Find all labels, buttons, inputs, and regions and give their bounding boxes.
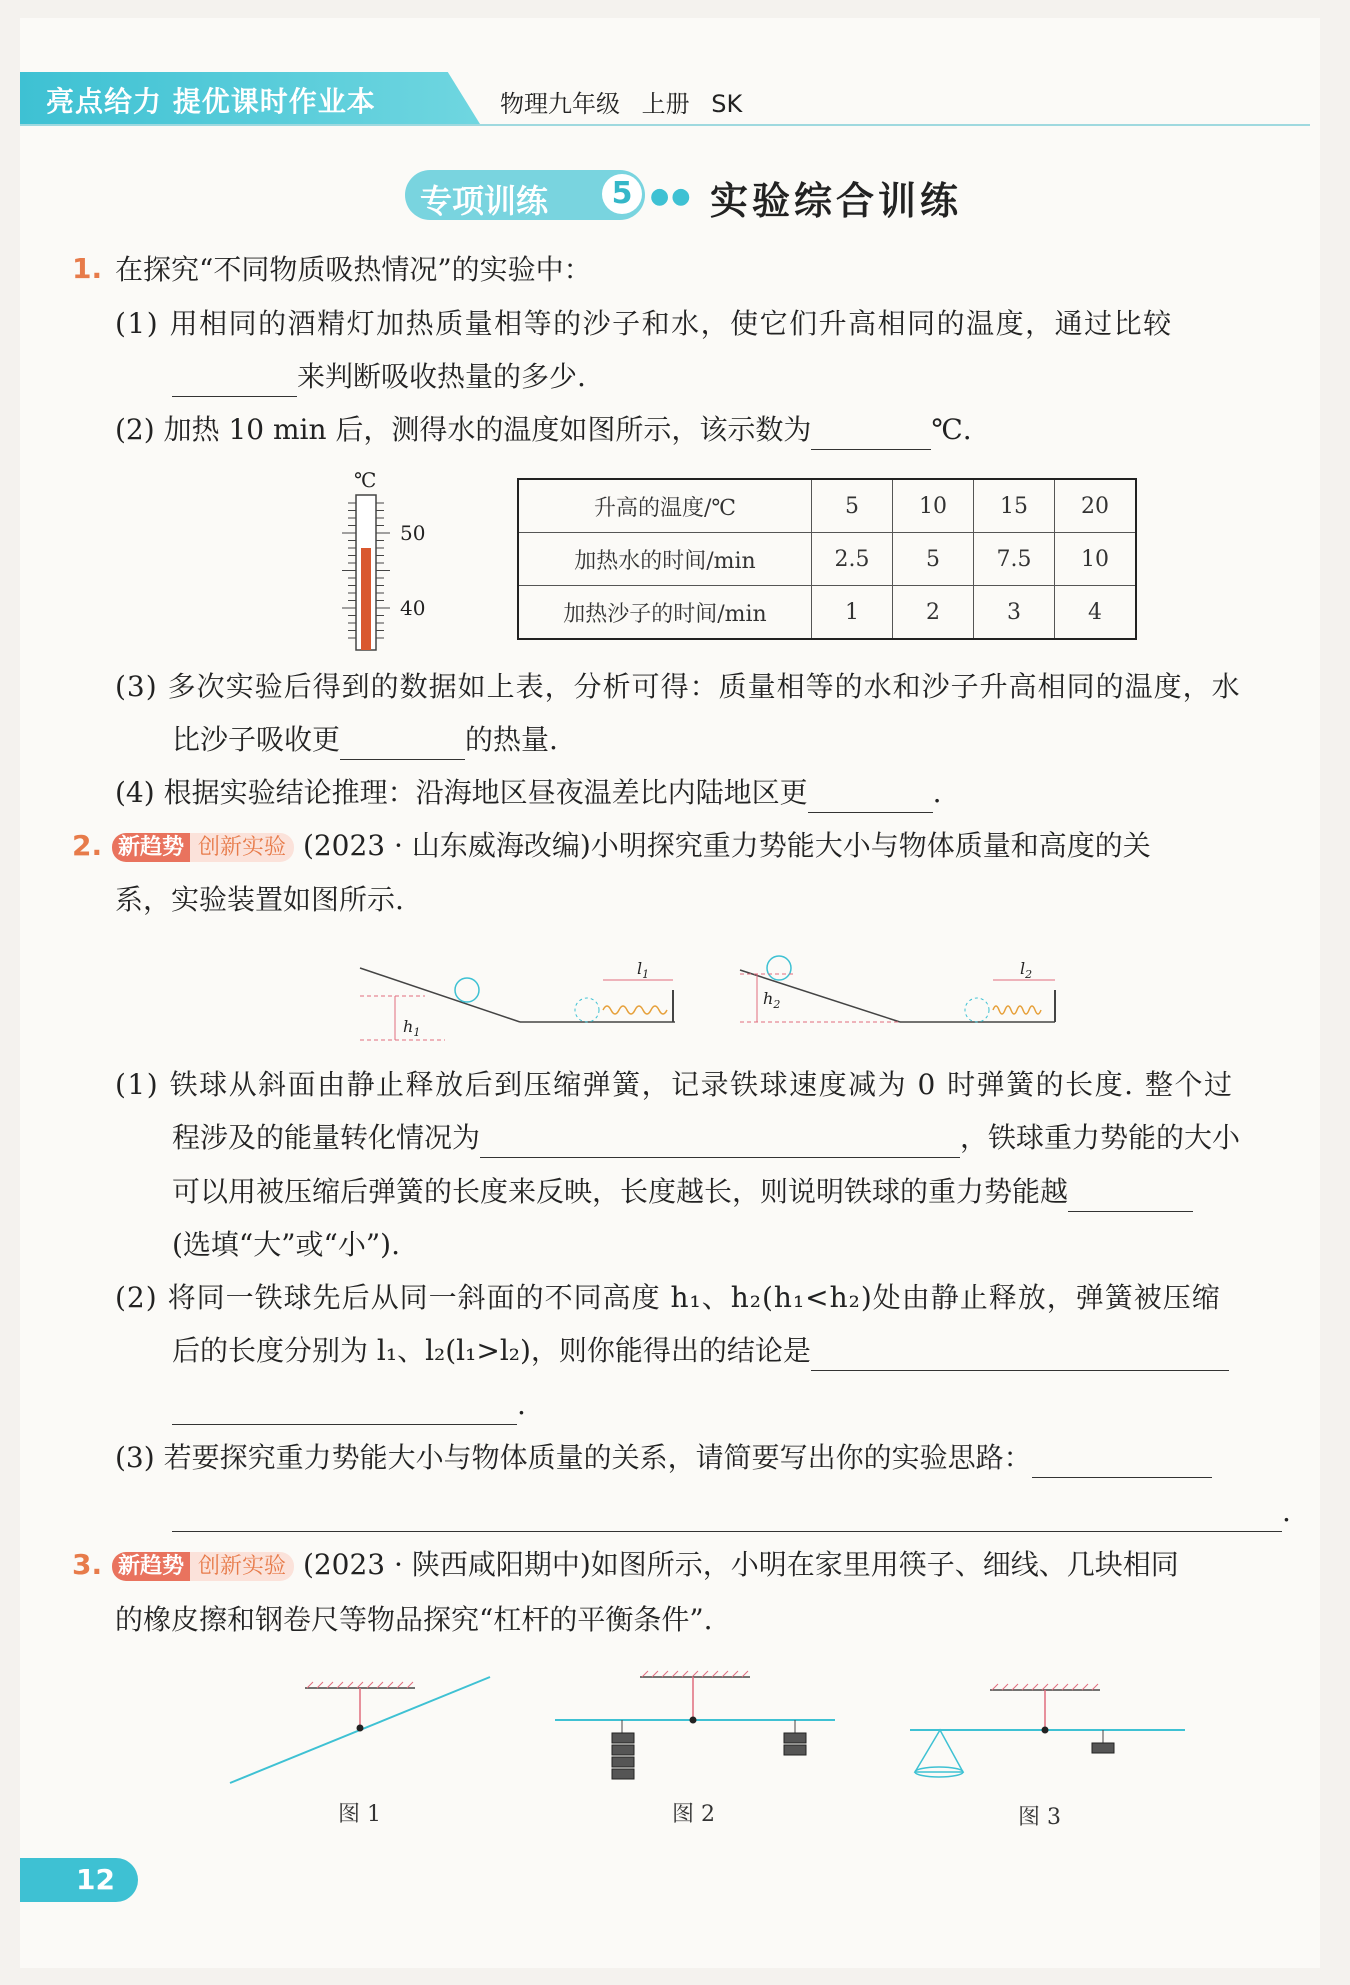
- h2-label: $h_2$: [763, 989, 781, 1011]
- q2-part2-text: 后的长度分别为 l₁、l₂(l₁>l₂)，则你能得出的结论是: [172, 1334, 811, 1367]
- figure-3-caption: 图 3: [1018, 1805, 1061, 1830]
- trend-tag-type: 创新实验: [190, 833, 294, 862]
- answer-blank[interactable]: [480, 1127, 960, 1158]
- table-cell: 3: [974, 586, 1055, 640]
- pivot-1: [357, 1725, 364, 1732]
- h1-label: $h_1$: [403, 1017, 421, 1039]
- q2-part1-text3: 可以用被压缩后弹簧的长度来反映，长度越长，则说明铁球的重力势能越: [172, 1175, 1069, 1208]
- section-label: 专项训练: [420, 182, 549, 220]
- eraser: [784, 1733, 806, 1743]
- q2-part1-text2: ，铁球重力势能的大小: [960, 1121, 1241, 1154]
- q2-stem-text: (2023 · 山东威海改编)小明探究重力势能大小与物体质量和高度的关: [302, 829, 1151, 862]
- figure-1-caption: 图 1: [338, 1802, 381, 1827]
- q1-number: 1.: [72, 252, 103, 285]
- q2-part3-line1: [115, 1438, 1212, 1478]
- table-cell: 2: [893, 586, 974, 640]
- table-cell: 4: [1055, 586, 1137, 640]
- q1-part1-line1: (1) 用相同的酒精灯加热质量相等的沙子和水，使它们升高相同的温度，通过比较: [115, 307, 1173, 340]
- q2-part1-text: 程涉及的能量转化情况为: [172, 1121, 481, 1154]
- q1-part2: [115, 410, 972, 450]
- answer-blank[interactable]: [172, 1501, 1282, 1532]
- header-divider: [20, 124, 1310, 126]
- q2-part1-line3: [172, 1172, 1193, 1212]
- q2-part1-line4: (选填“大”或“小”).: [172, 1228, 401, 1261]
- header-subject: 物理九年级: [500, 90, 620, 118]
- eraser: [612, 1769, 634, 1779]
- q2-stem-line2: 系，实验装置如图所示.: [115, 883, 404, 916]
- q3-stem-line2: 的橡皮擦和钢卷尺等物品探究“杠杆的平衡条件”.: [115, 1603, 713, 1636]
- spring-incline-figure: [355, 950, 1075, 1050]
- ball-ghost-2: [965, 998, 989, 1022]
- ceiling-hatch-1: [307, 1682, 413, 1688]
- ceiling-hatch-3: [992, 1684, 1098, 1690]
- trend-tag-label: 新趋势: [112, 833, 190, 862]
- q2-part3-end: .: [1282, 1495, 1291, 1528]
- section-number: 5: [602, 174, 642, 214]
- q1-part4-text: (4) 根据实验结论推理：沿海地区昼夜温差比内陆地区更: [115, 776, 808, 809]
- trend-tag: [112, 1547, 294, 1587]
- thermometer-mercury: [361, 548, 371, 650]
- ceiling-hatch-2: [642, 1671, 748, 1677]
- cone-weight: [915, 1730, 963, 1772]
- q2-part3-text: (3) 若要探究重力势能大小与物体质量的关系，请简要写出你的实验思路：: [115, 1441, 1032, 1474]
- q2-part2-line3: [172, 1385, 526, 1425]
- trend-tag: [112, 828, 294, 868]
- section-title: 实验综合训练: [710, 178, 963, 223]
- q2-number: 2.: [72, 829, 103, 862]
- answer-blank[interactable]: [808, 782, 933, 813]
- data-table: [517, 478, 1137, 640]
- header-brand: 亮点给力 提优课时作业本: [46, 85, 376, 118]
- table-cell: 2.5: [812, 533, 893, 586]
- q1-part2-text: (2) 加热 10 min 后，测得水的温度如图所示，该示数为: [115, 413, 812, 446]
- q1-part1-text: 来判断吸收热量的多少.: [297, 360, 586, 393]
- table-cell: 5: [893, 533, 974, 586]
- table-cell: 加热沙子的时间/min: [518, 586, 812, 640]
- table-cell: 15: [974, 479, 1055, 533]
- pivot-3: [1042, 1727, 1049, 1734]
- iron-ball-1: [455, 978, 479, 1002]
- thermometer-figure: [330, 465, 450, 655]
- spring-2: [993, 1006, 1041, 1014]
- trend-tag-label: 新趋势: [112, 1552, 190, 1581]
- q2-part2-end: .: [517, 1388, 526, 1421]
- table-cell: 升高的温度/℃: [518, 479, 812, 533]
- eraser: [612, 1733, 634, 1743]
- eraser: [1092, 1743, 1114, 1753]
- q2-stem-line1: [112, 826, 1151, 868]
- table-cell: 加热水的时间/min: [518, 533, 812, 586]
- answer-blank[interactable]: [811, 1340, 1229, 1371]
- table-cell: 10: [893, 479, 974, 533]
- table-row: [518, 479, 1136, 533]
- l1-label: $l_1$: [637, 959, 650, 981]
- q1-stem: 在探究“不同物质吸热情况”的实验中：: [115, 253, 592, 286]
- q2-part2-line1: (2) 将同一铁球先后从同一斜面的不同高度 h₁、h₂(h₁<h₂)处由静止释放，弹簧被压缩: [115, 1281, 1221, 1314]
- q2-part1-line2: [172, 1118, 1240, 1158]
- spring-1: [603, 1006, 667, 1014]
- table-cell: 20: [1055, 479, 1137, 533]
- l2-label: $l_2$: [1020, 959, 1033, 981]
- incline-1: [360, 968, 520, 1022]
- header-volume: 上册: [641, 90, 690, 118]
- lever-figures: [225, 1660, 1190, 1800]
- q3-number: 3.: [72, 1548, 103, 1581]
- answer-blank[interactable]: [1068, 1181, 1193, 1212]
- q3-stem-text: (2023 · 陕西咸阳期中)如图所示，小明在家里用筷子、细线、几块相同: [302, 1548, 1179, 1581]
- eraser: [784, 1745, 806, 1755]
- table-cell: 10: [1055, 533, 1137, 586]
- thermometer-label-40: 40: [400, 596, 426, 620]
- q1-part3-line1: (3) 多次实验后得到的数据如上表，分析可得：质量相等的水和沙子升高相同的温度，水: [115, 670, 1241, 703]
- q1-part1-line2: [172, 357, 586, 397]
- header-edition: SK: [711, 90, 743, 118]
- table-row: [518, 533, 1136, 586]
- q1-part4: [115, 773, 941, 813]
- table-row: [518, 586, 1136, 640]
- table-cell: 5: [812, 479, 893, 533]
- q1-part3-text: 比沙子吸收更: [172, 723, 341, 756]
- page-number: 12: [20, 1858, 138, 1902]
- q2-part3-line2: [172, 1492, 1291, 1532]
- section-dots: ●●: [650, 184, 693, 209]
- q1-part4-end: .: [932, 776, 942, 809]
- pivot-2: [690, 1717, 697, 1724]
- answer-blank[interactable]: [172, 1394, 517, 1425]
- header-subtitle: [500, 84, 742, 119]
- answer-blank[interactable]: [340, 729, 465, 760]
- trend-tag-type: 创新实验: [190, 1552, 294, 1581]
- q1-part2-unit: ℃.: [931, 413, 972, 446]
- figure-2-caption: 图 2: [672, 1802, 715, 1827]
- q3-stem-line1: [112, 1545, 1179, 1587]
- thermometer-unit: ℃: [354, 468, 377, 492]
- answer-blank[interactable]: [811, 419, 931, 450]
- eraser: [612, 1757, 634, 1767]
- q2-part2-line2: [172, 1331, 1229, 1371]
- table-cell: 1: [812, 586, 893, 640]
- q1-part3-end: 的热量.: [465, 723, 558, 756]
- eraser: [612, 1745, 634, 1755]
- thermometer-label-50: 50: [400, 521, 426, 545]
- table-cell: 7.5: [974, 533, 1055, 586]
- q1-part3-line2: [172, 720, 558, 760]
- answer-blank[interactable]: [172, 366, 297, 397]
- q2-part1-line1: (1) 铁球从斜面由静止释放后到压缩弹簧，记录铁球速度减为 0 时弹簧的长度. 整个过: [115, 1068, 1234, 1101]
- ball-ghost-1: [575, 998, 599, 1022]
- answer-blank[interactable]: [1032, 1447, 1212, 1478]
- iron-ball-2: [767, 956, 791, 980]
